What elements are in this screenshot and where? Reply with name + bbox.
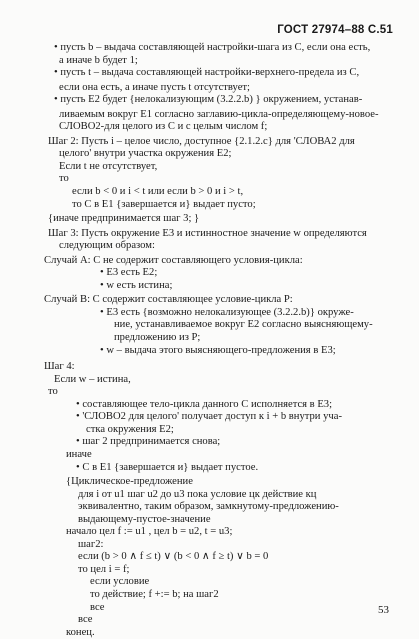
text-line: СЛОВО2-для целого из C и с целым числом f; [59,121,268,133]
text-line: • E3 есть E2; [100,267,158,279]
text-line: если b < 0 и i < t или если b > 0 и i > t, [72,186,244,198]
text-line: • E3 есть {возможно нелокализующее (3.2.2.b)} окруже- [100,306,354,318]
text-line: начало цел f := u1 , цел b = u2, t = u3; [66,526,233,538]
text-line: Если w – истина, [54,373,131,385]
text-line: • пусть t – выдача составляющей настройки-верхнего-предела из C, [54,67,360,79]
text-line: • пусть b – выдача составляющей настройки-шага из C, если она есть, [54,42,371,53]
text-line: иначе [66,448,92,460]
text-line: то действие; f +:= b; на шаг2 [90,588,219,600]
text-line: {Циклическое-предложение [66,476,193,488]
text-line: • C в E1 {завершается и} выдает пустое. [76,461,259,473]
text-line: {иначе предпринимается шаг 3; } [48,213,200,225]
text-line: эквивалентно, таким образом, замкнутому-предложению- [78,501,339,513]
text-line: стка окружения E2; [86,423,174,435]
text-line: • w – выдача этого выясняющего-предложения в E3; [100,344,336,356]
text-line: если условие [90,576,150,588]
text-line: Шаг 4: [44,361,75,373]
text-line: все [78,614,93,626]
text-line: шаг2: [78,538,104,550]
page-number: 53 [378,604,389,616]
text-line: если она есть, а иначе пусть t отсутствует; [59,81,250,93]
text-line: следующим образом: [59,240,155,252]
text-line: то [59,173,69,185]
page-header: ГОСТ 27974–88 С.51 [277,24,393,36]
text-line: если (b > 0 ∧ f ≤ t) ∨ (b < 0 ∧ f ≥ t) ∨ b = 0 [78,551,269,563]
text-line: ние, устанавливаемое вокруг E2 согласно выясняющему- [114,319,373,331]
text-line: • шаг 2 предпринимается снова; [76,436,221,448]
document-body [44,42,392,639]
text-line: целого' внутри участка окружения E2; [59,148,232,160]
text-line: то цел i = f; [78,563,130,575]
text-line: • 'СЛОВО2 для целого' получает доступ к i + b внутри уча- [76,411,342,423]
text-line: конец. [66,626,95,638]
text-line: а иначе b будет 1; [59,54,138,66]
text-line: предложению из P; [114,332,201,344]
text-line: Шаг 2: Пусть i – целое число, доступное {2.1.2.c} для 'СЛОВА2 для [48,135,355,147]
text-line: Шаг 3: Пусть окружение E3 и истинностное значение w определяются [48,227,367,239]
text-line: Случай B: C содержит составляющее условие-цикла P: [44,294,293,306]
text-line: • w есть истина; [100,279,173,291]
text-line: то [48,386,58,398]
text-line: для i от u1 шаг u2 до u3 пока условие цк действие кц [78,488,317,500]
text-line: все [90,601,105,613]
text-line: выдающему-пустое-значение [78,513,211,525]
text-line: Если t не отсутствует, [59,160,158,172]
text-line: • пусть E2 будет {нелокализующим (3.2.2.b) } окружением, устанав- [54,94,363,106]
text-line: • составляющее тело-цикла данного C исполняется в E3; [76,398,333,410]
text-line: то C в E1 {завершается и} выдает пусто; [72,198,256,210]
text-line: Случай A: C не содержит составляющего условия-цикла: [44,254,303,266]
text-line: ливаемым вокруг E1 согласно заглавию-цикла-определяющему-новое- [59,108,379,120]
